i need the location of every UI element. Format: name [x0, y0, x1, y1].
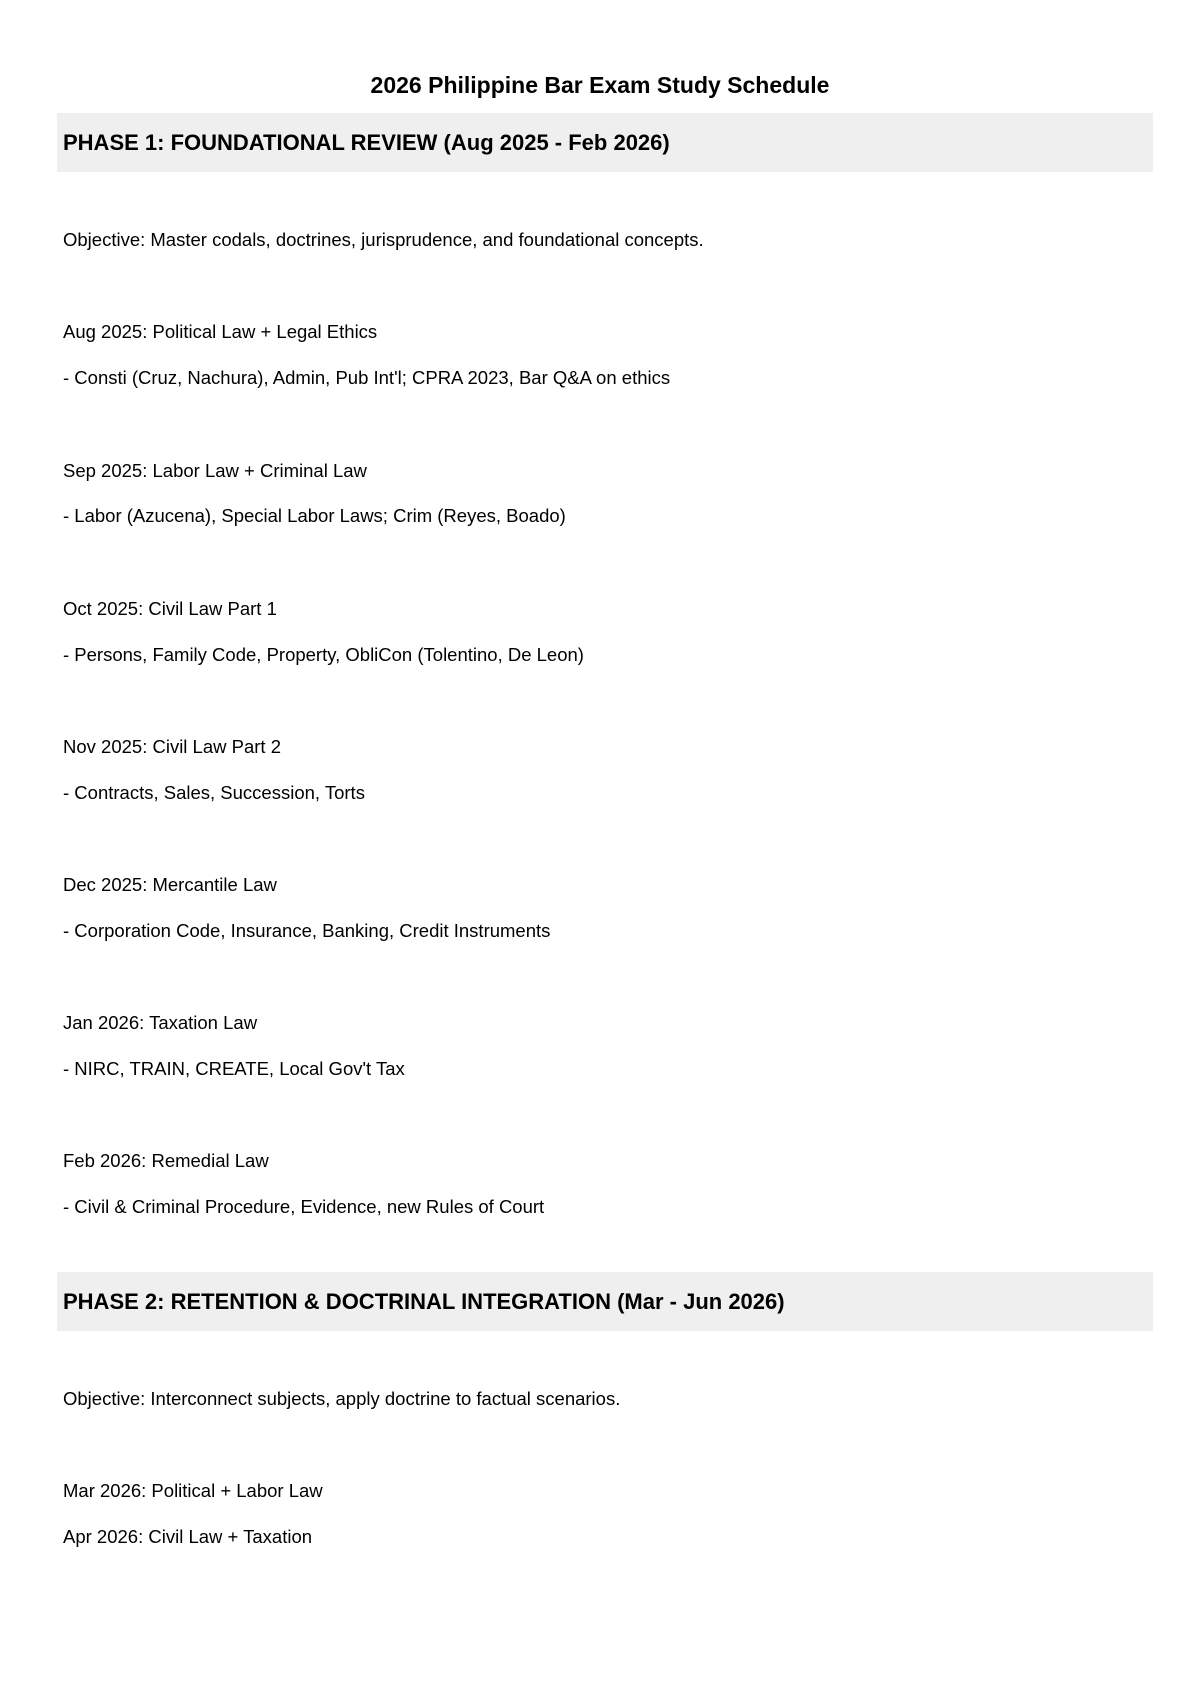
month-heading-feb-2026: Feb 2026: Remedial Law — [63, 1150, 269, 1171]
phase-2-objective: Objective: Interconnect subjects, apply doctrine to factual scenarios. — [63, 1388, 621, 1409]
month-detail-jan-2026: - NIRC, TRAIN, CREATE, Local Gov't Tax — [63, 1058, 405, 1079]
month-heading-jan-2026: Jan 2026: Taxation Law — [63, 1012, 258, 1033]
month-detail-sep-2025: - Labor (Azucena), Special Labor Laws; Crim (Reyes, Boado) — [63, 505, 566, 526]
month-heading-aug-2025: Aug 2025: Political Law + Legal Ethics — [63, 321, 378, 342]
month-heading-apr-2026: Apr 2026: Civil Law + Taxation — [63, 1526, 313, 1547]
month-detail-dec-2025: - Corporation Code, Insurance, Banking, Credit Instruments — [63, 920, 551, 941]
month-detail-nov-2025: - Contracts, Sales, Succession, Torts — [63, 782, 365, 803]
month-detail-oct-2025: - Persons, Family Code, Property, ObliCon (Tolentino, De Leon) — [63, 644, 584, 665]
phase-1-heading: PHASE 1: FOUNDATIONAL REVIEW (Aug 2025 - Feb 2026) — [57, 113, 1153, 172]
month-heading-oct-2025: Oct 2025: Civil Law Part 1 — [63, 598, 277, 619]
month-heading-dec-2025: Dec 2025: Mercantile Law — [63, 874, 277, 895]
month-heading-mar-2026: Mar 2026: Political + Labor Law — [63, 1480, 323, 1501]
month-detail-feb-2026: - Civil & Criminal Procedure, Evidence, new Rules of Court — [63, 1196, 545, 1217]
month-heading-nov-2025: Nov 2025: Civil Law Part 2 — [63, 736, 281, 757]
document-title: 2026 Philippine Bar Exam Study Schedule — [370, 72, 830, 98]
month-heading-sep-2025: Sep 2025: Labor Law + Criminal Law — [63, 460, 367, 481]
phase-1-objective: Objective: Master codals, doctrines, jurisprudence, and foundational concepts. — [63, 229, 704, 250]
phase-2-heading: PHASE 2: RETENTION & DOCTRINAL INTEGRATION (Mar - Jun 2026) — [57, 1272, 1153, 1331]
month-detail-aug-2025: - Consti (Cruz, Nachura), Admin, Pub Int'l; CPRA 2023, Bar Q&A on ethics — [63, 367, 671, 388]
